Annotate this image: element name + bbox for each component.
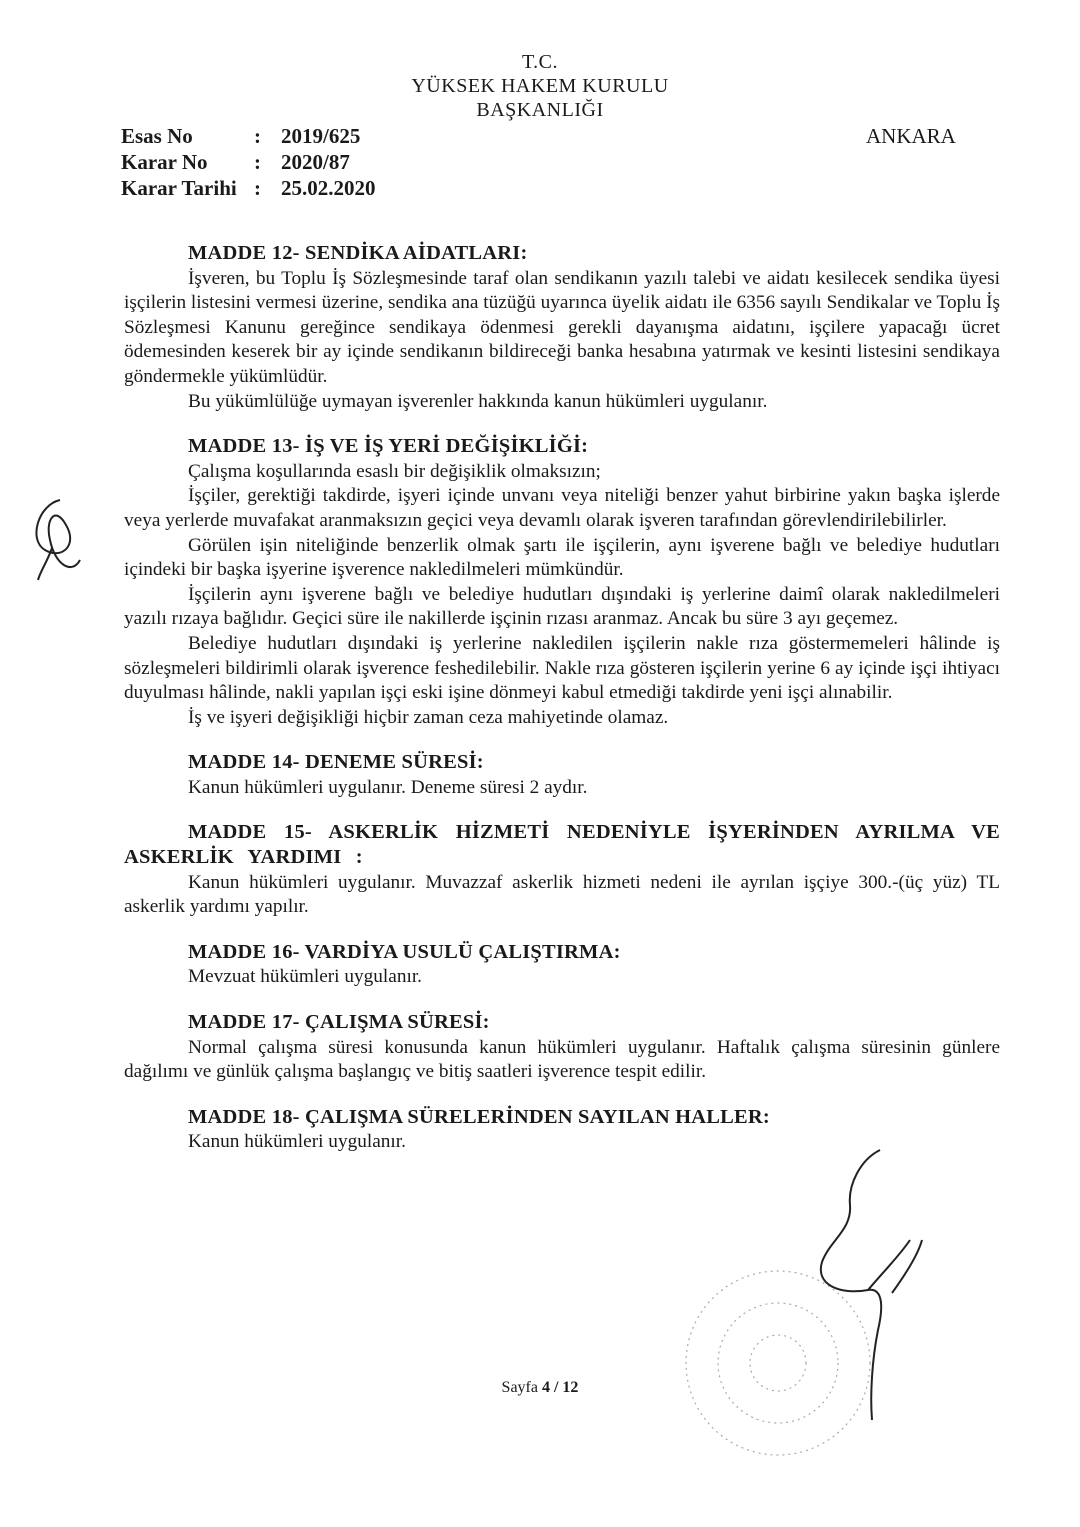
meta-separator: : — [254, 150, 261, 174]
article-paragraph: Normal çalışma süresi konusunda kanun hükümleri uygulanır. Haftalık çalışma süresinin günlere dağılımı ve günlük çalışma başlangıç ve bitiş saatleri işverence tespit edilir. — [124, 1036, 1000, 1083]
margin-initial-mark — [36, 500, 80, 580]
header-office: BAŞKANLIĞI — [476, 99, 604, 121]
article-paragraph: Çalışma koşullarında esaslı bir değişiklik olmaksızın; — [188, 460, 601, 482]
article-paragraph: Kanun hükümleri uygulanır. — [188, 1131, 406, 1153]
case-metadata — [121, 123, 376, 201]
article-paragraph: İşveren, bu Toplu İş Sözleşmesinde taraf olan sendikanın yazılı talebi ve aidatı kesilecek sendika üyesi işçilerin listesini vermesi üzerine, sendika ana tüzüğü uyarınca üyelik aidatı ile 6356 sayılı Sendikalar ve Toplu İş Sözleşmesi Kanunu gereğince sendikaya ödenmesi gerekli dayanışma aidatını, işçilere yapacağı ücret ödemesinden keserek bir ay içinde sendikanın bildireceği banka hesabına yatırmak ve kesinti listesini sendikaya göndermekle yükümlüdür. — [124, 267, 1000, 387]
header-institution: YÜKSEK HAKEM KURULU — [411, 75, 669, 97]
meta-row-karar-no — [121, 149, 376, 175]
article-paragraph: Görülen işin niteliğinde benzerlik olmak şartı ile işçilerin, aynı işverene bağlı ve belediye hudutları içindeki bir başka işyerine işverence nakledilmeleri mümkündür. — [124, 534, 1000, 581]
official-stamp — [686, 1271, 870, 1455]
document-body — [124, 241, 1000, 1175]
meta-row-esas-no — [121, 123, 376, 149]
meta-value: 2020/87 — [281, 150, 350, 174]
page-label: Sayfa — [501, 1379, 538, 1396]
meta-value: 25.02.2020 — [281, 176, 376, 200]
meta-value: 2019/625 — [281, 124, 361, 148]
article-paragraph: İş ve işyeri değişikliği hiçbir zaman ceza mahiyetinde olamaz. — [188, 706, 669, 728]
article-paragraph: Belediye hudutları dışındaki iş yerlerine nakledilen işçilerin nakle rıza göstermemeleri hâlinde iş sözleşmeleri bildirimli olarak işverence feshedilebilir. Nakle rıza gösteren işçilerin yerine 6 ay içinde işçi ihtiyacı duyulması hâlinde, nakli yapılan işçi eski işine dönmeyi kabul etmediği takdirde yeni işçi alınabilir. — [124, 632, 1000, 704]
article-title: MADDE 18- ÇALIŞMA SÜRELERİNDEN SAYILAN HALLER: — [188, 1105, 770, 1128]
article-18 — [124, 1105, 1000, 1155]
article-title: MADDE 17- ÇALIŞMA SÜRESİ: — [188, 1011, 490, 1034]
article-paragraph: Kanun hükümleri uygulanır. Deneme süresi 2 aydır. — [188, 776, 588, 798]
meta-separator: : — [254, 176, 261, 200]
page-count: 4 / 12 — [541, 1379, 579, 1396]
article-paragraph: Mevzuat hükümleri uygulanır. — [188, 966, 423, 988]
meta-label: Karar Tarihi — [121, 176, 237, 200]
article-title: MADDE 13- İŞ VE İŞ YERİ DEĞİŞİKLİĞİ: — [188, 435, 589, 458]
meta-label: Karar No — [121, 150, 208, 174]
page-number — [0, 1379, 1080, 1397]
meta-label: Esas No — [121, 124, 193, 148]
article-paragraph: İşçilerin aynı işverene bağlı ve belediye hudutları dışındaki iş yerlerine daimî olarak nakledilmeleri yazılı rızaya bağlıdır. Geçici süre ile nakillerde işçinin rızası aranmaz. Ancak bu süre 3 ayı geçemez. — [124, 583, 1000, 630]
article-paragraph: İşçiler, gerektiği takdirde, işyeri içinde unvanı veya niteliği benzer yahut birbirine yakın başka işlerde veya yerlerde muvafakat aranmaksızın geçici veya devamlı olarak işveren tarafından görevlendirilebilirler. — [124, 485, 1000, 531]
city-label: ANKARA — [866, 124, 956, 148]
article-title: MADDE 16- VARDİYA USULÜ ÇALIŞTIRMA: — [188, 940, 621, 963]
article-title: MADDE 12- SENDİKA AİDATLARI: — [188, 242, 528, 264]
meta-row-karar-tarihi — [121, 175, 376, 201]
document-header — [0, 50, 1080, 122]
article-12 — [124, 241, 1000, 414]
article-16 — [124, 940, 1000, 990]
article-title: MADDE 14- DENEME SÜRESİ: — [188, 751, 484, 774]
article-14 — [124, 750, 1000, 800]
article-13 — [124, 434, 1000, 730]
article-17 — [124, 1010, 1000, 1085]
article-paragraph: Kanun hükümleri uygulanır. Muvazzaf askerlik hizmeti nedeni ile ayrılan işçiye 300.-(üç yüz) TL askerlik yardımı yapılır. — [124, 871, 1000, 918]
article-title: MADDE 15- ASKERLİK HİZMETİ NEDENİYLE İŞYERİNDEN AYRILMA VE ASKERLİK YARDIMI : — [124, 821, 1000, 869]
article-paragraph: Bu yükümlülüğe uymayan işverenler hakkında kanun hükümleri uygulanır. — [188, 390, 768, 412]
article-15 — [124, 820, 1000, 919]
header-country: T.C. — [521, 51, 559, 73]
meta-separator: : — [254, 124, 261, 148]
